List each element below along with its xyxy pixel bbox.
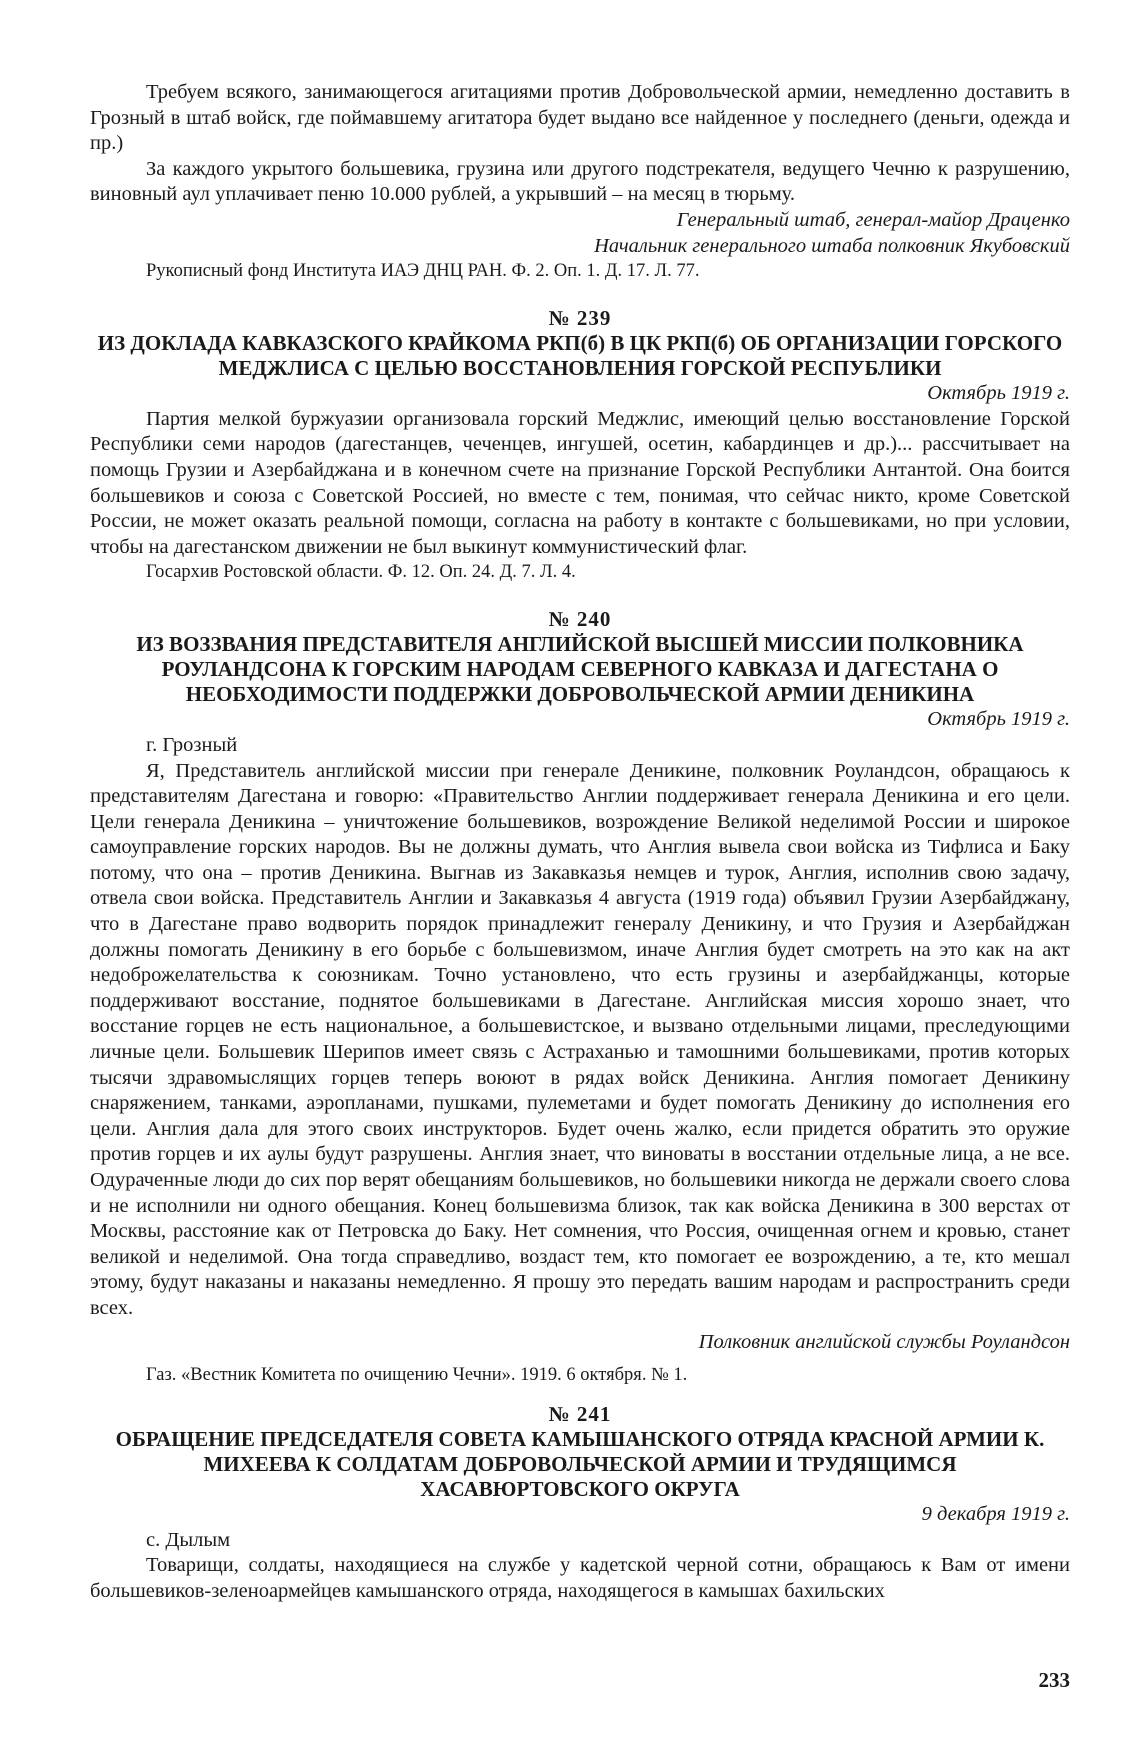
previous-document-ending bbox=[90, 80, 1070, 283]
page-number: 233 bbox=[1038, 1668, 1070, 1692]
document-number: № 241 bbox=[548, 1402, 612, 1427]
document-body: Партия мелкой буржуазии организовала горский Меджлис, имеющий целью восстановление Горской Республики семи народов (дагестанцев, чеченцев, ингушей, осетин, кабардинцев и др.)... рассчитывает на помощь Грузии и Азербайджана и в конечном счете на признание Горской Республики Антантой. Она боится большевиков и союза с Советской Россией, но вместе с тем, понимая, что сейчас никто, кроме Советской России, не может оказать реальной помощи, согласна на работу в контакте с большевиками, но при условии, чтобы на дагестанском движении не был выкинут коммунистический флаг. bbox=[90, 407, 1070, 558]
signature: Начальник генерального штаба полковник Якубовский bbox=[594, 234, 1070, 257]
document-heading: ИЗ ДОКЛАДА КАВКАЗСКОГО КРАЙКОМА РКП(б) В ЦК РКП(б) ОБ ОРГАНИЗАЦИИ ГОРСКОГО МЕДЖЛИСА С ЦЕЛЬЮ ВОССТАНОВЛЕНИЯ ГОРСКОЙ РЕСПУБЛИКИ bbox=[97, 331, 1063, 381]
document-heading: ОБРАЩЕНИЕ ПРЕДСЕДАТЕЛЯ СОВЕТА КАМЫШАНСКОГО ОТРЯДА КРАСНОЙ АРМИИ К. МИХЕЕВА К СОЛДАТАМ ДОБРОВОЛЬЧЕСКОЙ АРМИИ И ТРУДЯЩИМСЯ ХАСАВЮРТОВСКОГО ОКРУГА bbox=[115, 1427, 1045, 1502]
document-241 bbox=[90, 1401, 1070, 1604]
document-place: г. Грозный bbox=[146, 733, 238, 756]
document-date: Октябрь 1919 г. bbox=[927, 382, 1070, 405]
archive-source: Рукописный фонд Института ИАЭ ДНЦ РАН. Ф. 2. Оп. 1. Д. 17. Л. 77. bbox=[146, 261, 700, 282]
document-number: № 240 bbox=[548, 607, 612, 632]
document-place: с. Дылым bbox=[146, 1528, 231, 1551]
document-date: Октябрь 1919 г. bbox=[927, 708, 1070, 731]
document-heading: ИЗ ВОЗЗВАНИЯ ПРЕДСТАВИТЕЛЯ АНГЛИЙСКОЙ ВЫСШЕЙ МИССИИ ПОЛКОВНИКА РОУЛАНДСОНА К ГОРСКИМ НАРОДАМ СЕВЕРНОГО КАВКАЗА И ДАГЕСТАНА О НЕОБХОДИМОСТИ ПОДДЕРЖКИ ДОБРОВОЛЬЧЕСКОЙ АРМИИ ДЕНИКИНА bbox=[136, 632, 1024, 707]
document-239 bbox=[90, 305, 1070, 584]
signature: Полковник английской службы Роуландсон bbox=[698, 1330, 1070, 1353]
newspaper-source: Газ. «Вестник Комитета по очищению Чечни». 1919. 6 октября. № 1. bbox=[146, 1365, 688, 1386]
archive-source: Госархив Ростовской области. Ф. 12. Оп. 24. Д. 7. Л. 4. bbox=[146, 562, 576, 583]
document-body: Я, Представитель английской миссии при генерале Деникине, полковник Роуландсон, обращаюсь к представителям Дагестана и говорю: «Правительство Англии поддерживает генерала Деникина и его цели. Цели генерала Деникина – уничтожение большевиков, возрождение Великой неделимой России и широкое самоуправление горских народов. Вы не должны думать, что Англия вывела свои войска из Тифлиса и Баку потому, что она – против Деникина. Выгнав из Закавказья немцев и турок, Англия, исполнив свою задачу, отвела свои войска. Представитель Англии и Закавказья 4 августа (1919 года) объявил Грузии Азербайджану, что в Дагестане право водворить порядок принадлежит генералу Деникину, и что Грузия и Азербайджан должны помогать Деникину в его борьбе с большевизмом, иначе Англия будет смотреть на это как на акт недоброжелательства к союзникам. Точно установлено, что есть грузины и азербайджанцы, которые поддерживают восстание, поднятое большевиками в Дагестане. Английская миссия хорошо знает, что восстание горцев не есть национальное, а большевистское, и вызвано отдельными лицами, преследующими личные цели. Большевик Шерипов имеет связь с Астраханью и тамошними большевиками, против которых тысячи здравомыслящих горцев теперь воюют в рядах войск Деникина. Англия помогает Деникину снаряжением, танками, аэропланами, пушками, пулеметами и будет помогать Деникину до исполнения его цели. Англия дала для этого своих инструкторов. Будет очень жалко, если придется обратить это оружие против горцев и их аулы будут разрушены. Англия знает, что виноваты в восстании отдельные лица, а не все. Одураченные люди до сих пор верят обещаниям большевиков, но большевики никогда не держали своего слова и не исполнили ни одного обещания. Конец большевизма близок, так как войска Деникина в 300 верстах от Москвы, расстояние как от Петровска до Баку. Нет сомнения, что Россия, очищенная огнем и кровью, станет великой и неделимой. Она тогда справедливо, воздаст тем, кто помогает ее возрождению, а те, кто мешал этому, будут наказаны и наказаны немедленно. Я прошу это передать вашим народам и распространить среди всех. bbox=[90, 759, 1070, 1319]
document-body: Товарищи, солдаты, находящиеся на службе у кадетской черной сотни, обращаюсь к Вам от имени большевиков-зеленоармейцев камышанского отряда, находящегося в камышах бахильских bbox=[90, 1554, 1070, 1602]
signature: Генеральный штаб, генерал-майор Драценко bbox=[676, 208, 1070, 231]
document-number: № 239 bbox=[548, 306, 612, 331]
document-date: 9 декабря 1919 г. bbox=[921, 1503, 1070, 1526]
paragraph: Требуем всякого, занимающегося агитациями против Добровольческой армии, немедленно доставить в Грозный в штаб войск, где поймавшему агитатора будет выдано все найденное у последнего (деньги, одежда и пр.) bbox=[90, 81, 1070, 155]
paragraph: За каждого укрытого большевика, грузина или другого подстрекателя, ведущего Чечню к разрушению, виновный аул уплачивает пеню 10.000 рублей, а укрывший – на месяц в тюрьму. bbox=[90, 157, 1070, 206]
document-240 bbox=[90, 606, 1070, 1387]
